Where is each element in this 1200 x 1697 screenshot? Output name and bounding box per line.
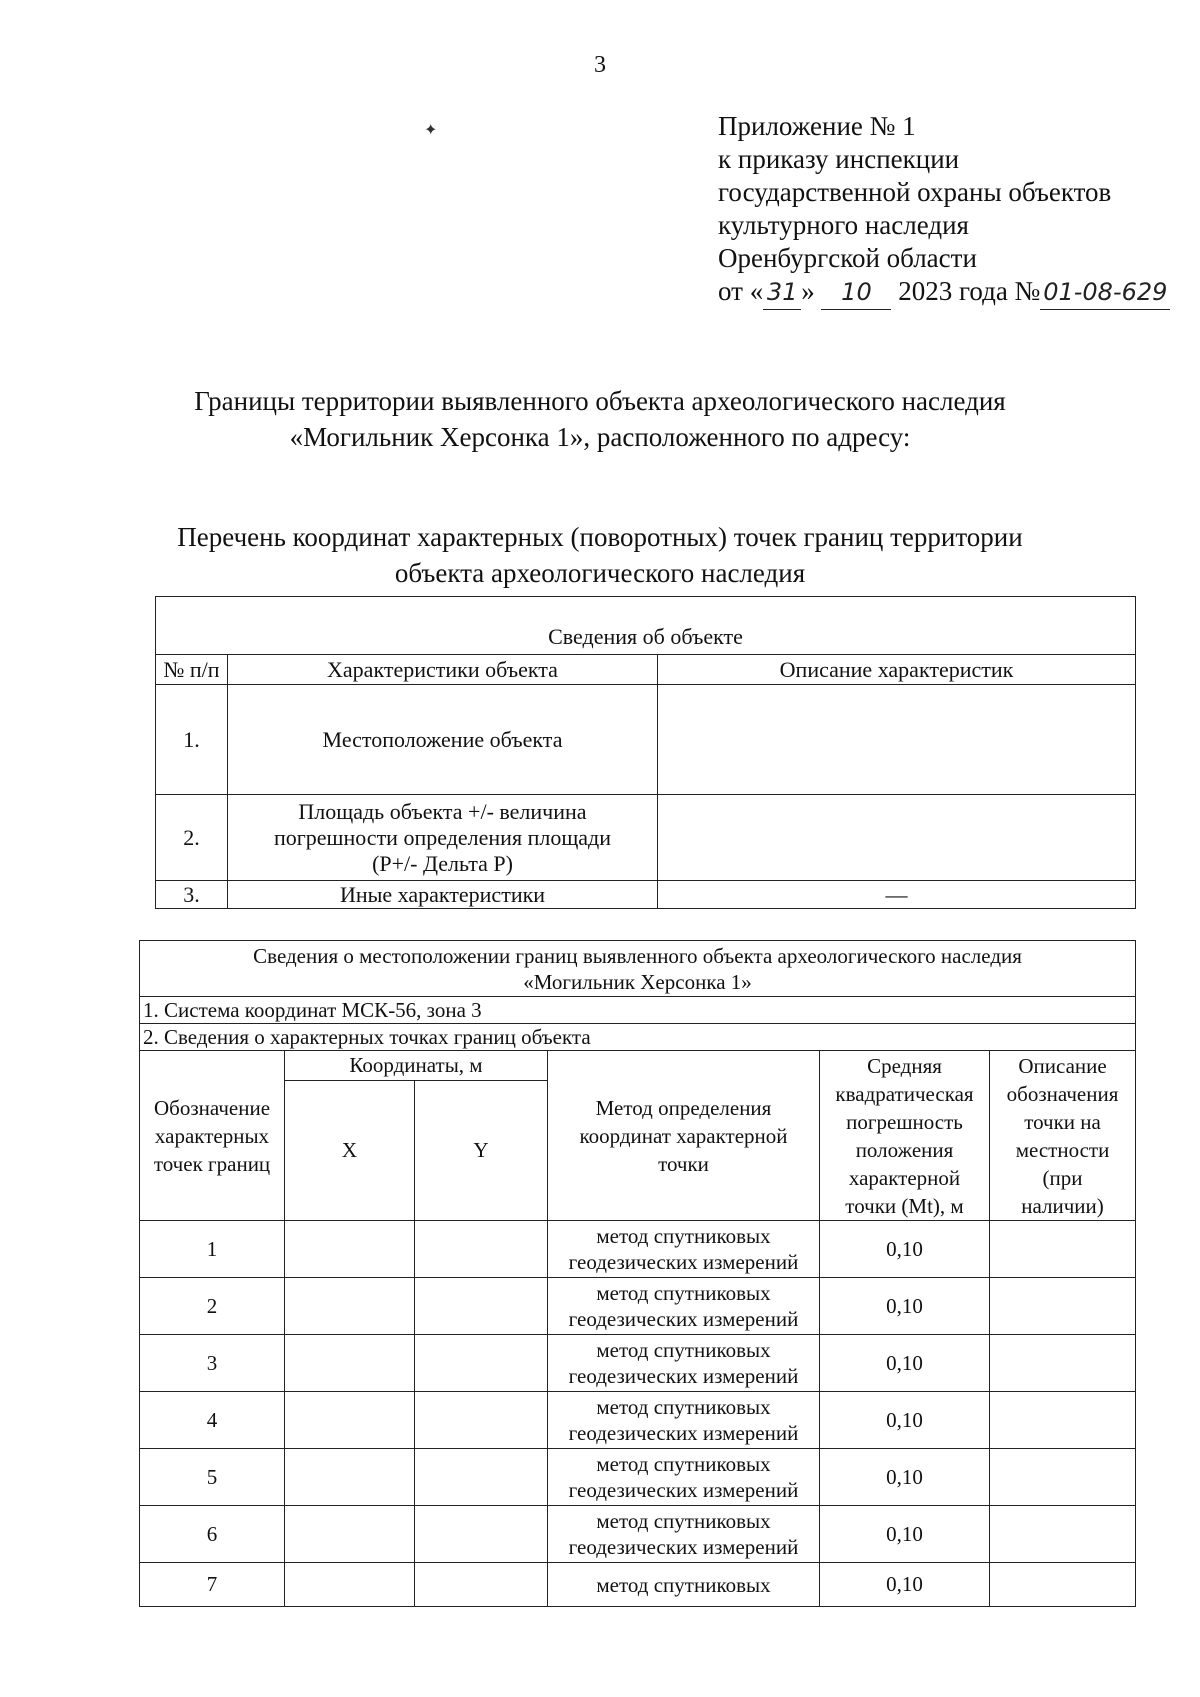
- col-y: Y: [415, 1081, 548, 1221]
- point-x: [285, 1563, 415, 1607]
- point-error: 0,10: [820, 1392, 990, 1449]
- point-method-line: геодезических измерений: [568, 1421, 799, 1445]
- document-title: [0, 383, 1200, 455]
- col-coordinates: Координаты, м: [285, 1051, 548, 1081]
- col-x: X: [285, 1081, 415, 1221]
- point-method-line: геодезических измерений: [568, 1250, 799, 1274]
- table-row: [156, 685, 1136, 795]
- point-desc: [990, 1392, 1136, 1449]
- point-y: [415, 1449, 548, 1506]
- col-designation-line: характерных: [154, 1123, 270, 1148]
- points-heading: 2. Сведения о характерных точках границ объекта: [140, 1024, 1136, 1051]
- point-x: [285, 1449, 415, 1506]
- point-x: [285, 1278, 415, 1335]
- table-row: [140, 1392, 1136, 1449]
- point-y: [415, 1392, 548, 1449]
- object-info-table: [155, 596, 1136, 909]
- point-desc: [990, 1221, 1136, 1278]
- point-method-line: метод спутниковых: [596, 1224, 771, 1248]
- point-error: 0,10: [820, 1449, 990, 1506]
- col-description-line: (при: [1042, 1165, 1083, 1190]
- point-method: [548, 1335, 820, 1392]
- point-error: 0,10: [820, 1506, 990, 1563]
- row-name-line: погрешности определения площади: [273, 824, 611, 850]
- point-error: 0,10: [820, 1335, 990, 1392]
- point-id: 2: [140, 1278, 285, 1335]
- coordinate-system: 1. Система координат МСК-56, зона 3: [140, 997, 1136, 1024]
- col-error-line: погрешность: [846, 1109, 963, 1134]
- col-method: [548, 1051, 820, 1221]
- point-method: [548, 1563, 820, 1607]
- annex-line-4: культурного наследия: [718, 210, 969, 240]
- date-year: 2023 года №: [898, 276, 1041, 306]
- col-method-line: Метод определения: [595, 1095, 772, 1120]
- point-method: [548, 1392, 820, 1449]
- point-method-line: геодезических измерений: [568, 1364, 799, 1388]
- point-method-line: метод спутниковых: [596, 1338, 771, 1362]
- table-row: [140, 1278, 1136, 1335]
- col-description-line: Описание: [1018, 1053, 1107, 1078]
- row-name-line: Площадь объекта +/- величина: [298, 798, 587, 824]
- table-row: [140, 1449, 1136, 1506]
- page-number: 3: [594, 52, 606, 78]
- col-error: [820, 1051, 990, 1221]
- col-designation-line: Обозначение: [153, 1095, 271, 1120]
- scan-speck: ✦: [424, 122, 438, 139]
- col-designation: [140, 1051, 285, 1221]
- table-row: [140, 1563, 1136, 1607]
- col-description-line: обозначения: [1006, 1081, 1119, 1106]
- subtitle-line-1: Перечень координат характерных (поворотных) точек границ территории: [177, 522, 1023, 552]
- annex-line-5: Оренбургской области: [718, 243, 977, 273]
- annex-block: [718, 110, 1170, 310]
- col-error-line: положения: [855, 1137, 954, 1162]
- point-method-line: геодезических измерений: [568, 1478, 799, 1502]
- col-description-line: наличии): [1021, 1193, 1104, 1218]
- point-method: [548, 1449, 820, 1506]
- point-method-line: геодезических измерений: [568, 1307, 799, 1331]
- point-method: [548, 1506, 820, 1563]
- boundary-points-table: [139, 940, 1136, 1607]
- title-line-1: Границы территории выявленного объекта археологического наследия: [194, 386, 1006, 416]
- table-row: [140, 1335, 1136, 1392]
- point-desc: [990, 1335, 1136, 1392]
- row-name-line: (Р+/- Дельта Р): [372, 850, 513, 876]
- caption-line-2: «Могильник Херсонка 1»: [523, 969, 752, 994]
- table-row: [156, 795, 1136, 881]
- point-method-line: метод спутниковых: [596, 1509, 771, 1533]
- annex-line-3: государственной охраны объектов: [718, 177, 1112, 207]
- document-subtitle: [0, 519, 1200, 591]
- col-description-line: точки на: [1024, 1109, 1101, 1134]
- point-desc: [990, 1449, 1136, 1506]
- point-y: [415, 1221, 548, 1278]
- point-desc: [990, 1563, 1136, 1607]
- point-method-line: метод спутниковых: [596, 1395, 771, 1419]
- point-x: [285, 1506, 415, 1563]
- date-prefix: от «: [718, 276, 764, 306]
- header-characteristic: Характеристики объекта: [228, 655, 658, 685]
- point-id: 6: [140, 1506, 285, 1563]
- annex-line-2: к приказу инспекции: [718, 144, 960, 174]
- annex-line-1: Приложение № 1: [718, 111, 916, 141]
- point-id: 3: [140, 1335, 285, 1392]
- point-id: 7: [140, 1563, 285, 1607]
- point-x: [285, 1392, 415, 1449]
- subtitle-line-2: объекта археологического наследия: [394, 558, 806, 588]
- row-desc: —: [658, 881, 1136, 909]
- point-rows: [140, 1221, 1136, 1607]
- col-error-line: характерной: [848, 1165, 961, 1190]
- point-y: [415, 1335, 548, 1392]
- point-method: [548, 1278, 820, 1335]
- point-id: 4: [140, 1392, 285, 1449]
- order-number: 01-08-629: [1040, 276, 1170, 310]
- point-y: [415, 1563, 548, 1607]
- date-mid: »: [801, 276, 815, 306]
- point-y: [415, 1506, 548, 1563]
- col-error-line: квадратическая: [835, 1081, 974, 1106]
- point-x: [285, 1221, 415, 1278]
- row-name: Местоположение объекта: [228, 685, 658, 795]
- point-method: [548, 1221, 820, 1278]
- row-desc: [658, 795, 1136, 881]
- object-table-caption: Сведения об объекте: [156, 597, 1136, 655]
- row-name: Иные характеристики: [228, 881, 658, 909]
- date-month: 10: [821, 276, 891, 310]
- point-id: 1: [140, 1221, 285, 1278]
- point-error: 0,10: [820, 1563, 990, 1607]
- col-description-line: местности: [1015, 1137, 1110, 1162]
- point-method-line: метод спутниковых: [596, 1452, 771, 1476]
- table-row: [140, 1506, 1136, 1563]
- point-error: 0,10: [820, 1278, 990, 1335]
- col-error-line: точки (Mt), м: [845, 1193, 964, 1218]
- point-method-line: метод спутниковых: [596, 1281, 771, 1305]
- point-y: [415, 1278, 548, 1335]
- point-method-line: геодезических измерений: [568, 1535, 799, 1559]
- row-num: 3.: [156, 881, 228, 909]
- col-designation-line: точек границ: [153, 1151, 271, 1176]
- row-num: 1.: [156, 685, 228, 795]
- col-method-line: координат характерной: [579, 1123, 788, 1148]
- col-method-line: точки: [658, 1151, 709, 1176]
- title-line-2: «Могильник Херсонка 1», расположенного по адресу:: [289, 422, 911, 452]
- col-description: [990, 1051, 1136, 1221]
- annex-date-line: [718, 275, 1170, 310]
- point-desc: [990, 1506, 1136, 1563]
- table-row: [140, 1221, 1136, 1278]
- point-x: [285, 1335, 415, 1392]
- table-row: [156, 881, 1136, 909]
- point-desc: [990, 1278, 1136, 1335]
- point-id: 5: [140, 1449, 285, 1506]
- boundary-table-caption: [140, 941, 1136, 997]
- row-desc: [658, 685, 1136, 795]
- header-description: Описание характеристик: [658, 655, 1136, 685]
- header-num: № п/п: [156, 655, 228, 685]
- col-error-line: Средняя: [867, 1053, 942, 1078]
- point-method-line: метод спутниковых: [596, 1572, 771, 1597]
- caption-line-1: Сведения о местоположении границ выявленного объекта археологического наследия: [253, 943, 1022, 968]
- date-day: 31: [763, 276, 801, 310]
- point-error: 0,10: [820, 1221, 990, 1278]
- row-name: [228, 795, 658, 881]
- row-num: 2.: [156, 795, 228, 881]
